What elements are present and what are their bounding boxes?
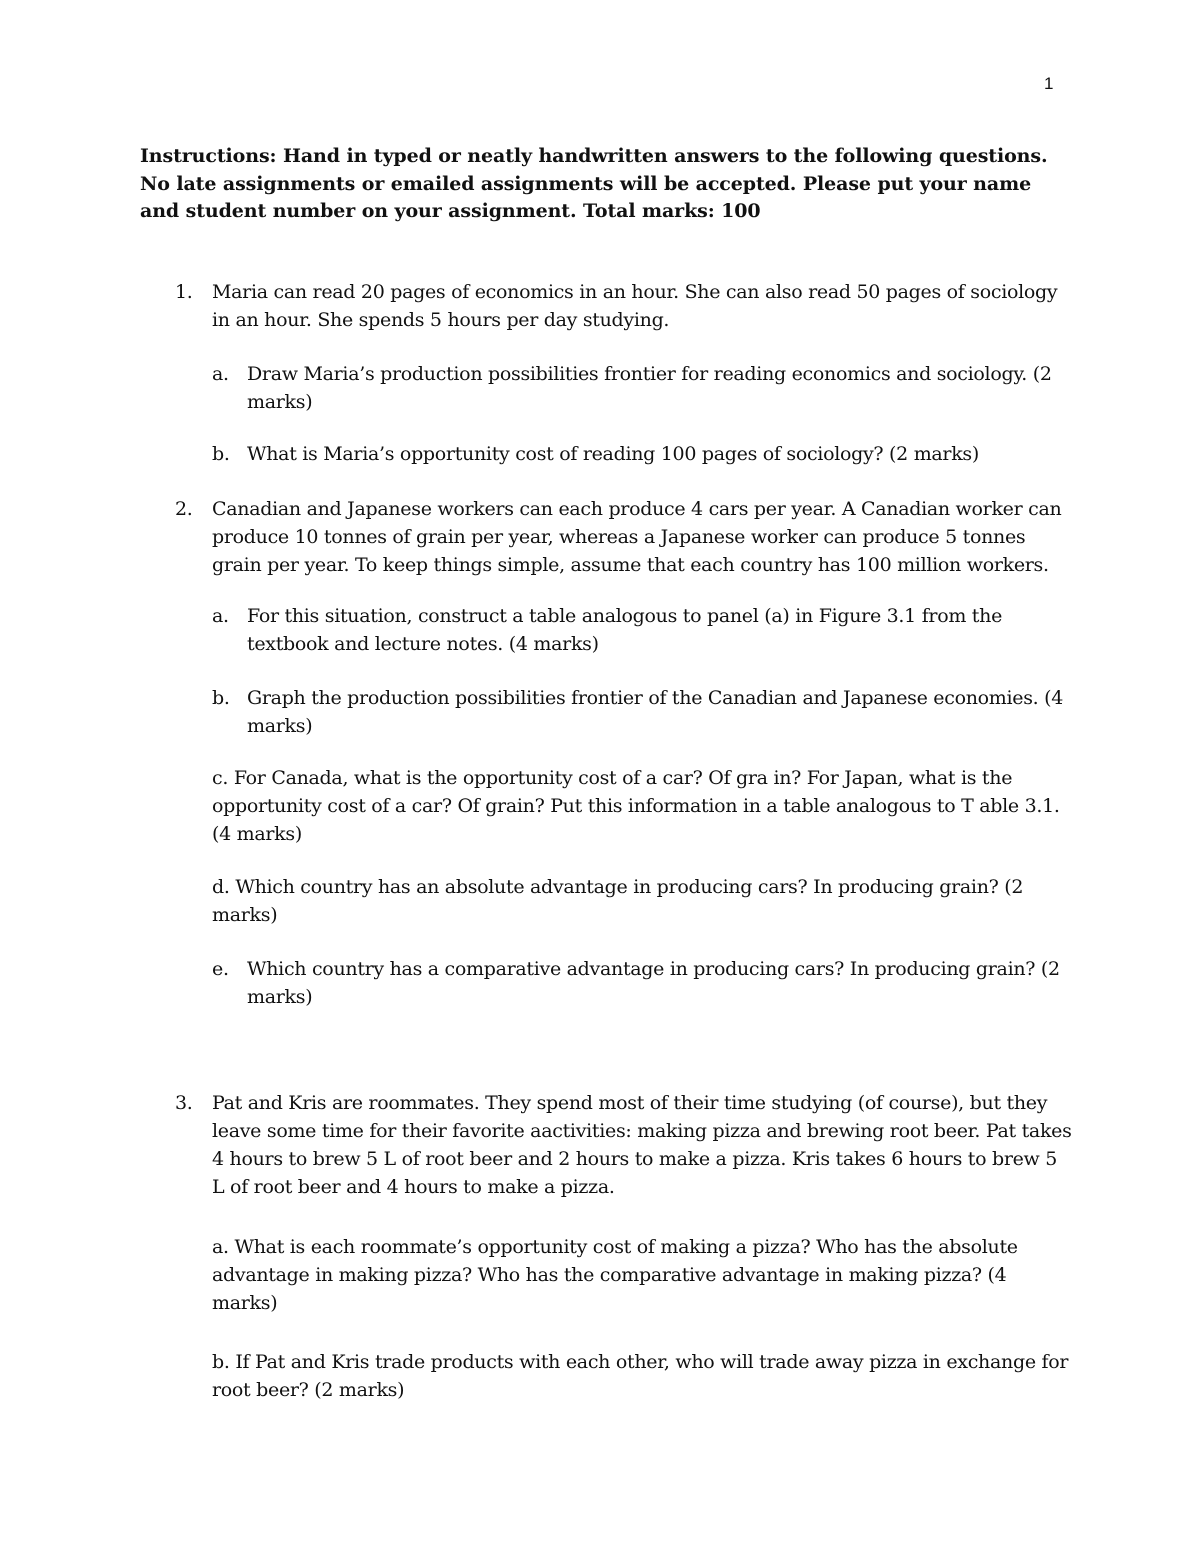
subpart-text: d. Which country has an absolute advantage in producing cars? In producing grain? (2 marks) — [212, 876, 1024, 926]
question-text: Canadian and Japanese workers can each produce 4 cars per year. A Canadian worker can produce 10 tonnes of grain per year, whereas a Japanese worker can produce 5 tonnes grain per year. To keep things simple, assume that each country has 100 million workers. — [212, 498, 1062, 576]
subpart-text: c. For Canada, what is the opportunity cost of a car? Of gra in? For Japan, what is the opportunity cost of a car? Of grain? Put this information in a table analogous to T able 3.1. (4 marks) — [212, 767, 1060, 845]
subpart-letter: b. — [212, 687, 230, 709]
subpart-letter: e. — [212, 958, 229, 980]
question-number: 3. — [175, 1092, 193, 1114]
question-text: Maria can read 20 pages of economics in an hour. She can also read 50 pages of sociology in an hour. She spends 5 hours per day studying. — [212, 281, 1058, 331]
question-text: Pat and Kris are roommates. They spend most of their time studying (of course), but they leave some time for their favorite aactivities: making pizza and brewing root beer. Pat takes 4 hours to brew 5 L of root beer and 2 hours to make a pizza. Kris takes 6 hours to brew 5 L of root beer and 4 hours to make a pizza. — [212, 1092, 1072, 1198]
subpart-letter: b. — [212, 443, 230, 465]
subpart-letter: a. — [212, 363, 229, 385]
subpart-text: Which country has a comparative advantage in producing cars? In producing grain? (2 marks) — [247, 958, 1060, 1008]
subpart-text: For this situation, construct a table analogous to panel (a) in Figure 3.1 from the textbook and lecture notes. (4 marks) — [247, 605, 1003, 655]
page-number: 1 — [1044, 74, 1054, 93]
subpart-text: b. If Pat and Kris trade products with each other, who will trade away pizza in exchange for root beer? (2 marks) — [212, 1351, 1069, 1401]
instructions-paragraph: Instructions: Hand in typed or neatly handwritten answers to the following questions. No late assignments or emailed assignments will be accepted. Please put your name and student number on your assignment. Total marks: 100 — [140, 145, 1048, 222]
subpart-text: a. What is each roommate’s opportunity cost of making a pizza? Who has the absolute advantage in making pizza? Who has the comparative advantage in making pizza? (4 marks) — [212, 1236, 1018, 1314]
subpart-letter: a. — [212, 605, 229, 627]
subpart-text: Draw Maria’s production possibilities frontier for reading economics and sociology. (2 marks) — [247, 363, 1052, 413]
question-number: 2. — [175, 498, 193, 520]
subpart-text: What is Maria’s opportunity cost of reading 100 pages of sociology? (2 marks) — [247, 443, 979, 465]
question-number: 1. — [175, 281, 193, 303]
subpart-text: Graph the production possibilities frontier of the Canadian and Japanese economies. (4 marks) — [247, 687, 1064, 737]
